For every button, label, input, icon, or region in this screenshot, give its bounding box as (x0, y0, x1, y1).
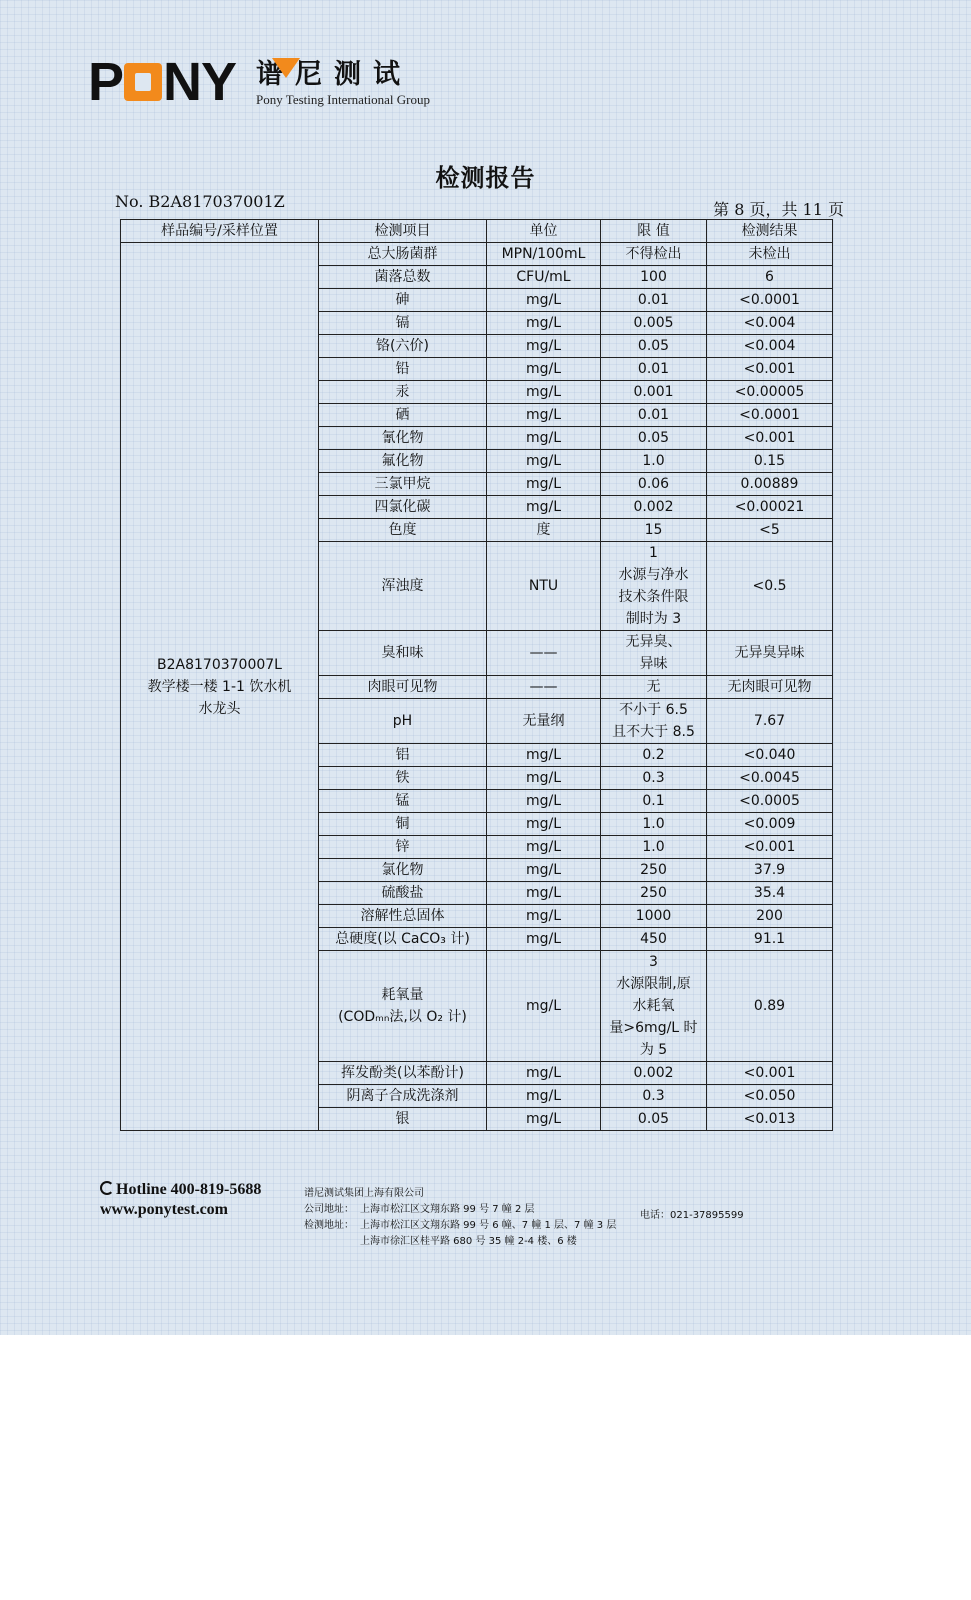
cell-limit-line: 量>6mg/L 时 (609, 1020, 698, 1036)
cell-unit: mg/L (487, 790, 601, 813)
cell-item: 四氯化碳 (319, 496, 487, 519)
cell-item: 色度 (319, 519, 487, 542)
cell-unit: mg/L (487, 289, 601, 312)
cell-result: <0.001 (707, 1062, 833, 1085)
cell-limit: 0.05 (601, 1108, 707, 1131)
cell-unit: NTU (487, 542, 601, 631)
sample-location1: 教学楼一楼 1-1 饮水机 (147, 678, 292, 695)
cell-limit: 450 (601, 928, 707, 951)
cell-limit: 0.3 (601, 1085, 707, 1108)
cell-result: 7.67 (707, 699, 833, 744)
header-sample: 样品编号/采样位置 (121, 220, 319, 243)
cell-item: 氯化物 (319, 859, 487, 882)
cell-unit: MPN/100mL (487, 243, 601, 266)
cell-limit (601, 699, 707, 744)
phone-icon (100, 1181, 114, 1195)
cell-item: 银 (319, 1108, 487, 1131)
cell-result: 无肉眼可见物 (707, 676, 833, 699)
website-text: www.ponytest.com (100, 1201, 228, 1218)
cell-limit: 0.002 (601, 1062, 707, 1085)
cell-limit: 0.01 (601, 289, 707, 312)
cell-limit: 0.005 (601, 312, 707, 335)
cell-item: 铅 (319, 358, 487, 381)
cell-limit: 0.001 (601, 381, 707, 404)
company-logo (88, 54, 430, 110)
cell-unit: mg/L (487, 335, 601, 358)
results-table (120, 219, 833, 1131)
cell-limit-line: 异味 (639, 656, 668, 672)
cell-limit-line: 水源限制,原 (616, 976, 691, 992)
cell-unit: —— (487, 676, 601, 699)
cell-unit: 度 (487, 519, 601, 542)
cell-limit: 0.05 (601, 335, 707, 358)
cell-limit: 1.0 (601, 836, 707, 859)
cell-limit-line: 1 (649, 545, 658, 561)
sample-cell (121, 243, 319, 1131)
cell-result: 6 (707, 266, 833, 289)
cell-limit: 100 (601, 266, 707, 289)
cell-result: 0.00889 (707, 473, 833, 496)
footer-address-block (304, 1186, 616, 1250)
sample-location2: 水龙头 (198, 700, 241, 717)
test-address-1: 上海市松江区文翔东路 99 号 6 幢、7 幢 1 层、7 幢 3 层 (360, 1220, 617, 1231)
cell-result: <0.004 (707, 312, 833, 335)
cell-result: <0.001 (707, 427, 833, 450)
hotline-text: Hotline 400-819-5688 (116, 1181, 262, 1198)
cell-limit-line: 无异臭、 (625, 634, 682, 650)
cell-limit: 1.0 (601, 450, 707, 473)
cell-item: 菌落总数 (319, 266, 487, 289)
cell-item: 挥发酚类(以苯酚计) (319, 1062, 487, 1085)
cell-unit: mg/L (487, 1085, 601, 1108)
cell-result: 0.15 (707, 450, 833, 473)
cell-result: 35.4 (707, 882, 833, 905)
cell-item: 铁 (319, 767, 487, 790)
edge-seal-stamp (926, 480, 956, 640)
cell-limit: 0.01 (601, 358, 707, 381)
cell-unit: mg/L (487, 813, 601, 836)
table-body (121, 243, 833, 1131)
cell-limit-line: 3 (649, 954, 658, 970)
cell-unit: mg/L (487, 767, 601, 790)
footer-hotline-block (100, 1180, 261, 1220)
cell-unit: —— (487, 631, 601, 676)
cell-result: <5 (707, 519, 833, 542)
cell-unit: mg/L (487, 381, 601, 404)
cell-limit: 0.05 (601, 427, 707, 450)
company-address: 上海市松江区文翔东路 99 号 7 幢 2 层 (360, 1204, 535, 1215)
cell-result: <0.0005 (707, 790, 833, 813)
cell-item: 铬(六价) (319, 335, 487, 358)
cell-item: 砷 (319, 289, 487, 312)
cell-result: <0.0001 (707, 289, 833, 312)
cell-limit: 0.002 (601, 496, 707, 519)
cell-unit: mg/L (487, 905, 601, 928)
cell-item: 镉 (319, 312, 487, 335)
test-address-2: 上海市徐汇区桂平路 680 号 35 幢 2-4 楼、6 楼 (360, 1236, 577, 1247)
cell-item: 氰化物 (319, 427, 487, 450)
cell-unit: mg/L (487, 1062, 601, 1085)
cell-item: 阴离子合成洗涤剂 (319, 1085, 487, 1108)
cell-unit: mg/L (487, 312, 601, 335)
cell-item: 汞 (319, 381, 487, 404)
cell-unit: mg/L (487, 404, 601, 427)
cell-item: 总大肠菌群 (319, 243, 487, 266)
cell-item-line: 耗氧量 (381, 987, 424, 1003)
cell-item: 氟化物 (319, 450, 487, 473)
logo-flag-icon (272, 58, 300, 78)
company-name-en: Pony Testing International Group (256, 92, 431, 107)
cell-result: 200 (707, 905, 833, 928)
cell-item: pH (319, 699, 487, 744)
company-address-label: 公司地址： (304, 1204, 354, 1215)
cell-item: 溶解性总固体 (319, 905, 487, 928)
cell-limit: 0.06 (601, 473, 707, 496)
header-item: 检测项目 (319, 220, 487, 243)
cell-result: 未检出 (707, 243, 833, 266)
cell-result: <0.050 (707, 1085, 833, 1108)
cell-result: <0.00005 (707, 381, 833, 404)
cell-item: 硫酸盐 (319, 882, 487, 905)
cell-item: 浑浊度 (319, 542, 487, 631)
cell-result: <0.040 (707, 744, 833, 767)
cell-limit (601, 951, 707, 1062)
cell-limit: 250 (601, 882, 707, 905)
cell-limit: 无 (601, 676, 707, 699)
cell-item: 硒 (319, 404, 487, 427)
cell-unit: mg/L (487, 951, 601, 1062)
cell-limit-line: 不小于 6.5 (619, 702, 688, 718)
cell-limit-line: 且不大于 8.5 (612, 724, 695, 740)
cell-result: 37.9 (707, 859, 833, 882)
cell-unit: mg/L (487, 744, 601, 767)
cell-unit: mg/L (487, 1108, 601, 1131)
footer-company: 谱尼测试集团上海有限公司 (304, 1188, 424, 1199)
cell-unit: mg/L (487, 473, 601, 496)
cell-item (319, 951, 487, 1062)
cell-unit: mg/L (487, 859, 601, 882)
cell-result: 91.1 (707, 928, 833, 951)
page-indicator: 第 8 页，共 11 页 (713, 200, 844, 219)
cell-result: <0.0045 (707, 767, 833, 790)
header-result: 检测结果 (707, 220, 833, 243)
cell-item: 三氯甲烷 (319, 473, 487, 496)
cell-limit-line: 水耗氧 (632, 998, 675, 1014)
cell-limit (601, 631, 707, 676)
cell-limit: 不得检出 (601, 243, 707, 266)
cell-item: 铜 (319, 813, 487, 836)
cell-unit: mg/L (487, 450, 601, 473)
report-number: No. B2A817037001Z (115, 192, 285, 211)
cell-limit-line: 水源与净水 (618, 567, 689, 583)
logo-wordmark: P NY (88, 52, 237, 112)
cell-limit: 0.2 (601, 744, 707, 767)
cell-item: 总硬度(以 CaCO₃ 计) (319, 928, 487, 951)
cell-item: 臭和味 (319, 631, 487, 676)
cell-unit: mg/L (487, 427, 601, 450)
header-unit: 单位 (487, 220, 601, 243)
cell-limit-line: 为 5 (639, 1042, 668, 1058)
cell-unit: 无量纲 (487, 699, 601, 744)
cell-limit: 0.1 (601, 790, 707, 813)
cell-unit: mg/L (487, 882, 601, 905)
company-name-cn: 谱尼测试 (256, 59, 413, 90)
cell-limit: 250 (601, 859, 707, 882)
cell-item-line: (CODₘₙ法,以 O₂ 计) (338, 1009, 467, 1025)
cell-limit: 1000 (601, 905, 707, 928)
cell-item: 肉眼可见物 (319, 676, 487, 699)
table-header-row (121, 220, 833, 243)
cell-item: 锰 (319, 790, 487, 813)
logo-o-mark (124, 63, 162, 101)
table-row (121, 243, 833, 266)
cell-unit: CFU/mL (487, 266, 601, 289)
cell-unit: mg/L (487, 928, 601, 951)
cell-result: <0.001 (707, 836, 833, 859)
test-address-label: 检测地址： (304, 1220, 354, 1231)
cell-unit: mg/L (487, 358, 601, 381)
cell-result: <0.5 (707, 542, 833, 631)
cell-result: 无异臭异味 (707, 631, 833, 676)
cell-item: 锌 (319, 836, 487, 859)
cell-limit: 0.01 (601, 404, 707, 427)
cell-limit: 1.0 (601, 813, 707, 836)
cell-limit: 0.3 (601, 767, 707, 790)
cell-result: <0.001 (707, 358, 833, 381)
cell-limit-line: 制时为 3 (625, 611, 682, 627)
sample-id: B2A8170370007L (157, 656, 282, 673)
report-title: 检测报告 (435, 164, 536, 192)
cell-limit (601, 542, 707, 631)
cell-limit-line: 技术条件限 (618, 589, 689, 605)
cell-result: <0.00021 (707, 496, 833, 519)
cell-limit: 15 (601, 519, 707, 542)
cell-result: <0.004 (707, 335, 833, 358)
cell-result: <0.013 (707, 1108, 833, 1131)
footer-phone: 电话：021-37895599 (640, 1210, 744, 1221)
cell-result: <0.009 (707, 813, 833, 836)
cell-result: 0.89 (707, 951, 833, 1062)
cell-item: 铝 (319, 744, 487, 767)
cell-unit: mg/L (487, 496, 601, 519)
cell-unit: mg/L (487, 836, 601, 859)
header-limit: 限 值 (601, 220, 707, 243)
cell-result: <0.0001 (707, 404, 833, 427)
